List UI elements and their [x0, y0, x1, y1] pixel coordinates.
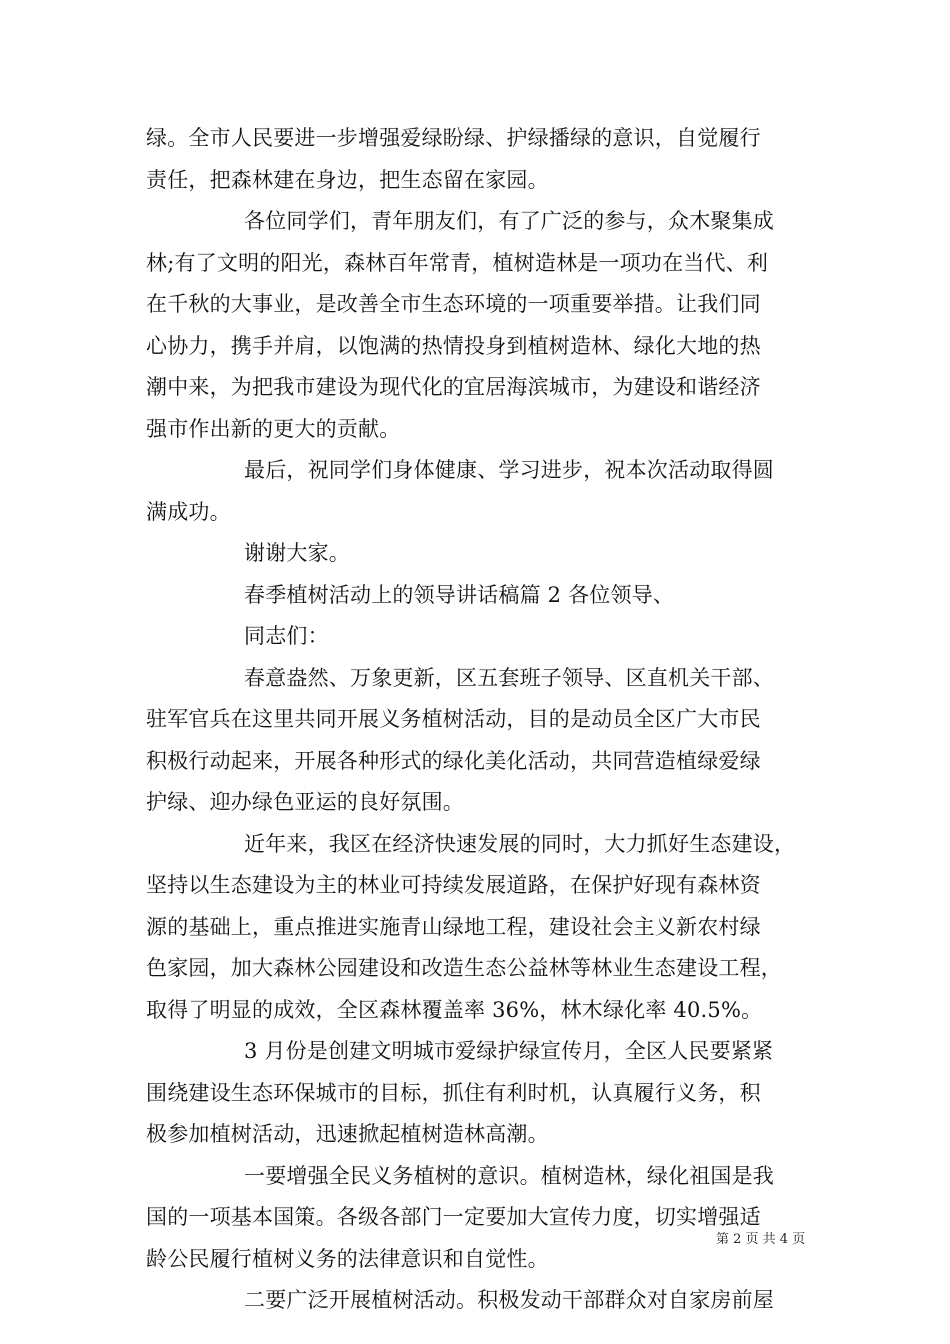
text-line: 责任，把森林建在身边，把生态留在家园。 — [146, 167, 549, 192]
text-line: 春意盎然、万象更新，区五套班子领导、区直机关干部、 — [244, 665, 774, 690]
text-line: 色家园，加大森林公园建设和改造生态公益林等林业生态建设工程， — [146, 956, 782, 980]
text-line: 取得了明显的成效，全区森林覆盖率 36%，林木绿化率 40.5%。 — [146, 997, 763, 1022]
text-line: 满成功。 — [146, 499, 231, 524]
text-line: 国的一项基本国策。各级各部门一定要加大宣传力度，切实增强适 — [146, 1205, 761, 1229]
text-line: 积极行动起来，开展各种形式的绿化美化活动，共同营造植绿爱绿 — [146, 748, 761, 773]
text-line: 强市作出新的更大的贡献。 — [146, 416, 401, 441]
text-line: 各位同学们，青年朋友们，有了广泛的参与，众木聚集成 — [244, 209, 774, 233]
text-line: 3 月份是创建文明城市爱绿护绿宣传月，全区人民要紧紧 — [244, 1039, 774, 1063]
text-line: 驻军官兵在这里共同开展义务植树活动，目的是动员全区广大市民 — [146, 707, 761, 731]
text-line: 春季植树活动上的领导讲话稿篇 2 各位领导、 — [244, 582, 675, 607]
page-number-footer: 第 2 页 共 4 页 — [716, 1232, 806, 1247]
text-line: 同志们： — [244, 624, 329, 648]
text-line: 谢谢大家。 — [244, 541, 350, 565]
text-line: 坚持以生态建设为主的林业可持续发展道路，在保护好现有森林资 — [146, 873, 761, 897]
text-line: 极参加植树活动，迅速掀起植树造林高潮。 — [146, 1122, 549, 1146]
text-line: 一要增强全民义务植树的意识。植树造林，绿化祖国是我 — [244, 1163, 774, 1188]
text-line: 护绿、迎办绿色亚运的良好氛围。 — [146, 790, 464, 814]
text-line: 二要广泛开展植树活动。积极发动干部群众对自家房前屋 — [244, 1288, 774, 1312]
text-line: 林;有了文明的阳光，森林百年常青，植树造林是一项功在当代、利 — [146, 250, 769, 275]
document-body — [146, 118, 826, 1322]
text-line: 绿。全市人民要进一步增强爱绿盼绿、护绿播绿的意识，自觉履行 — [146, 126, 761, 150]
text-line: 潮中来，为把我市建设为现代化的宜居海滨城市，为建设和谐经济 — [146, 375, 761, 399]
text-line: 最后，祝同学们身体健康、学习进步，祝本次活动取得圆 — [244, 458, 774, 482]
text-line: 龄公民履行植树义务的法律意识和自觉性。 — [146, 1246, 549, 1271]
text-line: 在千秋的大事业，是改善全市生态环境的一项重要举措。让我们同 — [146, 292, 761, 316]
text-line: 围绕建设生态环保城市的目标，抓住有利时机，认真履行义务，积 — [146, 1080, 761, 1105]
text-line: 源的基础上，重点推进实施青山绿地工程，建设社会主义新农村绿 — [146, 914, 761, 939]
text-line: 心协力，携手并肩，以饱满的热情投身到植树造林、绿化大地的热 — [146, 333, 761, 358]
text-line: 近年来，我区在经济快速发展的同时，大力抓好生态建设， — [244, 831, 796, 856]
